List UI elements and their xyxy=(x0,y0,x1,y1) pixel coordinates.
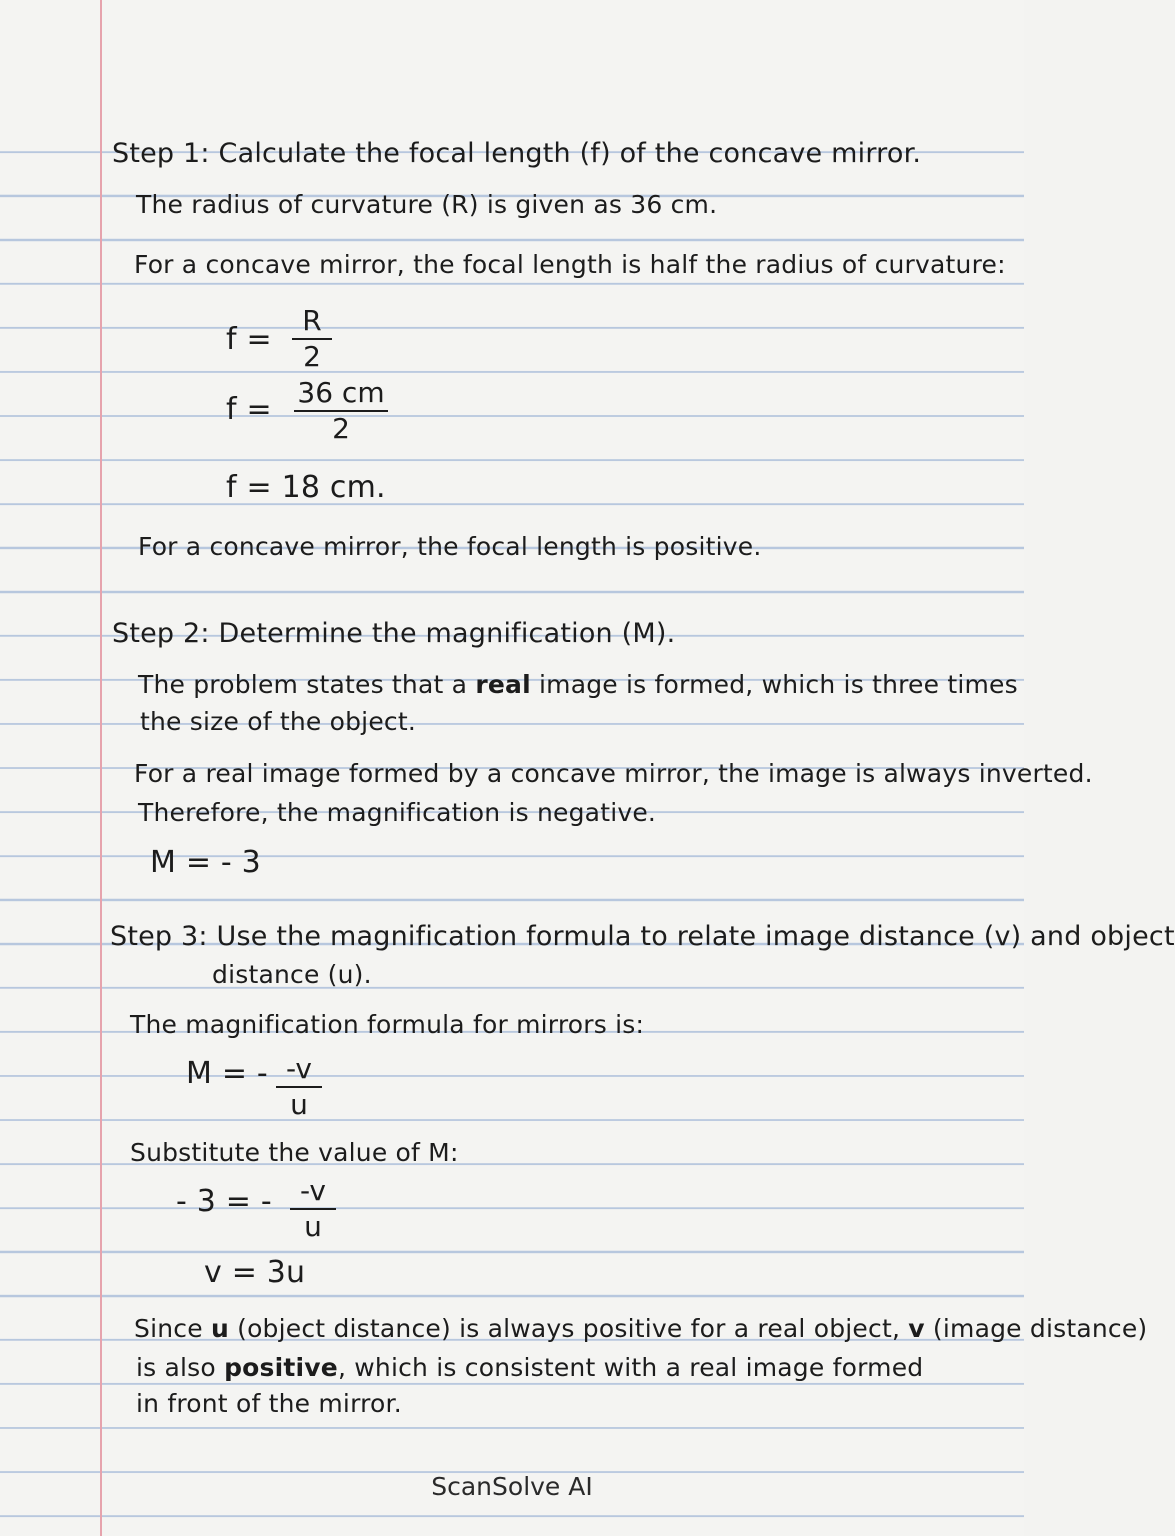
fraction-denominator: 2 xyxy=(303,340,321,373)
step2-line2: the size of the object. xyxy=(140,707,416,736)
step3-eq2-lhs: - 3 = - xyxy=(176,1184,272,1219)
step1-line2: For a concave mirror, the focal length is half the radius of curvature: xyxy=(134,250,1006,279)
step1-note: For a concave mirror, the focal length is positive. xyxy=(138,532,762,561)
step3-line3-part1: Since xyxy=(134,1314,203,1343)
step2-eq: M = - 3 xyxy=(150,845,261,880)
step2-line4: Therefore, the magnification is negative. xyxy=(138,798,657,827)
step1-eq3: f = 18 cm. xyxy=(226,470,386,505)
step1-heading: Step 1: Calculate the focal length (f) of the concave mirror. xyxy=(112,138,922,169)
step1-eq2-lhs: f = xyxy=(226,392,272,427)
step1-eq1-fraction xyxy=(292,306,332,372)
fraction-numerator: 36 cm xyxy=(297,376,385,409)
step3-line4-part1: is also xyxy=(136,1353,216,1382)
step2-line3: For a real image formed by a concave mirror, the image is always inverted. xyxy=(134,759,1093,788)
margin-line xyxy=(100,0,102,1536)
footer-brand: ScanSolve AI xyxy=(431,1472,593,1501)
step3-eq1-lhs: M = - xyxy=(186,1056,268,1091)
step2-line1-part2: image is formed, which is three times xyxy=(539,670,1018,699)
step3-line3-part3: (image distance) xyxy=(932,1314,1148,1343)
step3-line1: The magnification formula for mirrors is: xyxy=(130,1010,645,1039)
step1-eq1-lhs: f = xyxy=(226,322,272,357)
step3-line3-var-u: u xyxy=(210,1314,229,1343)
step3-line4 xyxy=(136,1353,923,1382)
step3-eq1-fraction xyxy=(276,1054,322,1120)
step2-line1-part1: The problem states that a xyxy=(138,670,468,699)
fraction-denominator: u xyxy=(304,1210,322,1243)
step3-eq2-fraction xyxy=(290,1176,336,1242)
step3-heading-cont: distance (u). xyxy=(212,960,372,989)
step2-line1-emphasis: real xyxy=(475,670,531,699)
step3-line3-var-v: v xyxy=(908,1314,925,1343)
step3-eq3: v = 3u xyxy=(204,1255,306,1290)
step3-line3 xyxy=(134,1314,1147,1343)
step3-line5: in front of the mirror. xyxy=(136,1389,402,1418)
step2-line1 xyxy=(138,670,1018,699)
step2-heading: Step 2: Determine the magnification (M). xyxy=(112,618,676,649)
step3-line3-part2: (object distance) is always positive for a real object, xyxy=(237,1314,901,1343)
step3-line4-emphasis: positive xyxy=(224,1353,338,1382)
fraction-numerator: -v xyxy=(286,1052,312,1085)
step3-heading: Step 3: Use the magnification formula to relate image distance (v) and object xyxy=(110,921,1175,952)
step1-line1: The radius of curvature (R) is given as 36 cm. xyxy=(136,190,718,219)
fraction-numerator: R xyxy=(302,304,322,337)
fraction-numerator: -v xyxy=(300,1174,326,1207)
step1-eq2-fraction xyxy=(294,378,388,444)
fraction-denominator: 2 xyxy=(332,412,350,445)
fraction-denominator: u xyxy=(290,1088,308,1121)
step3-line4-part2: , which is consistent with a real image formed xyxy=(337,1353,924,1382)
step3-line2: Substitute the value of M: xyxy=(130,1138,459,1167)
